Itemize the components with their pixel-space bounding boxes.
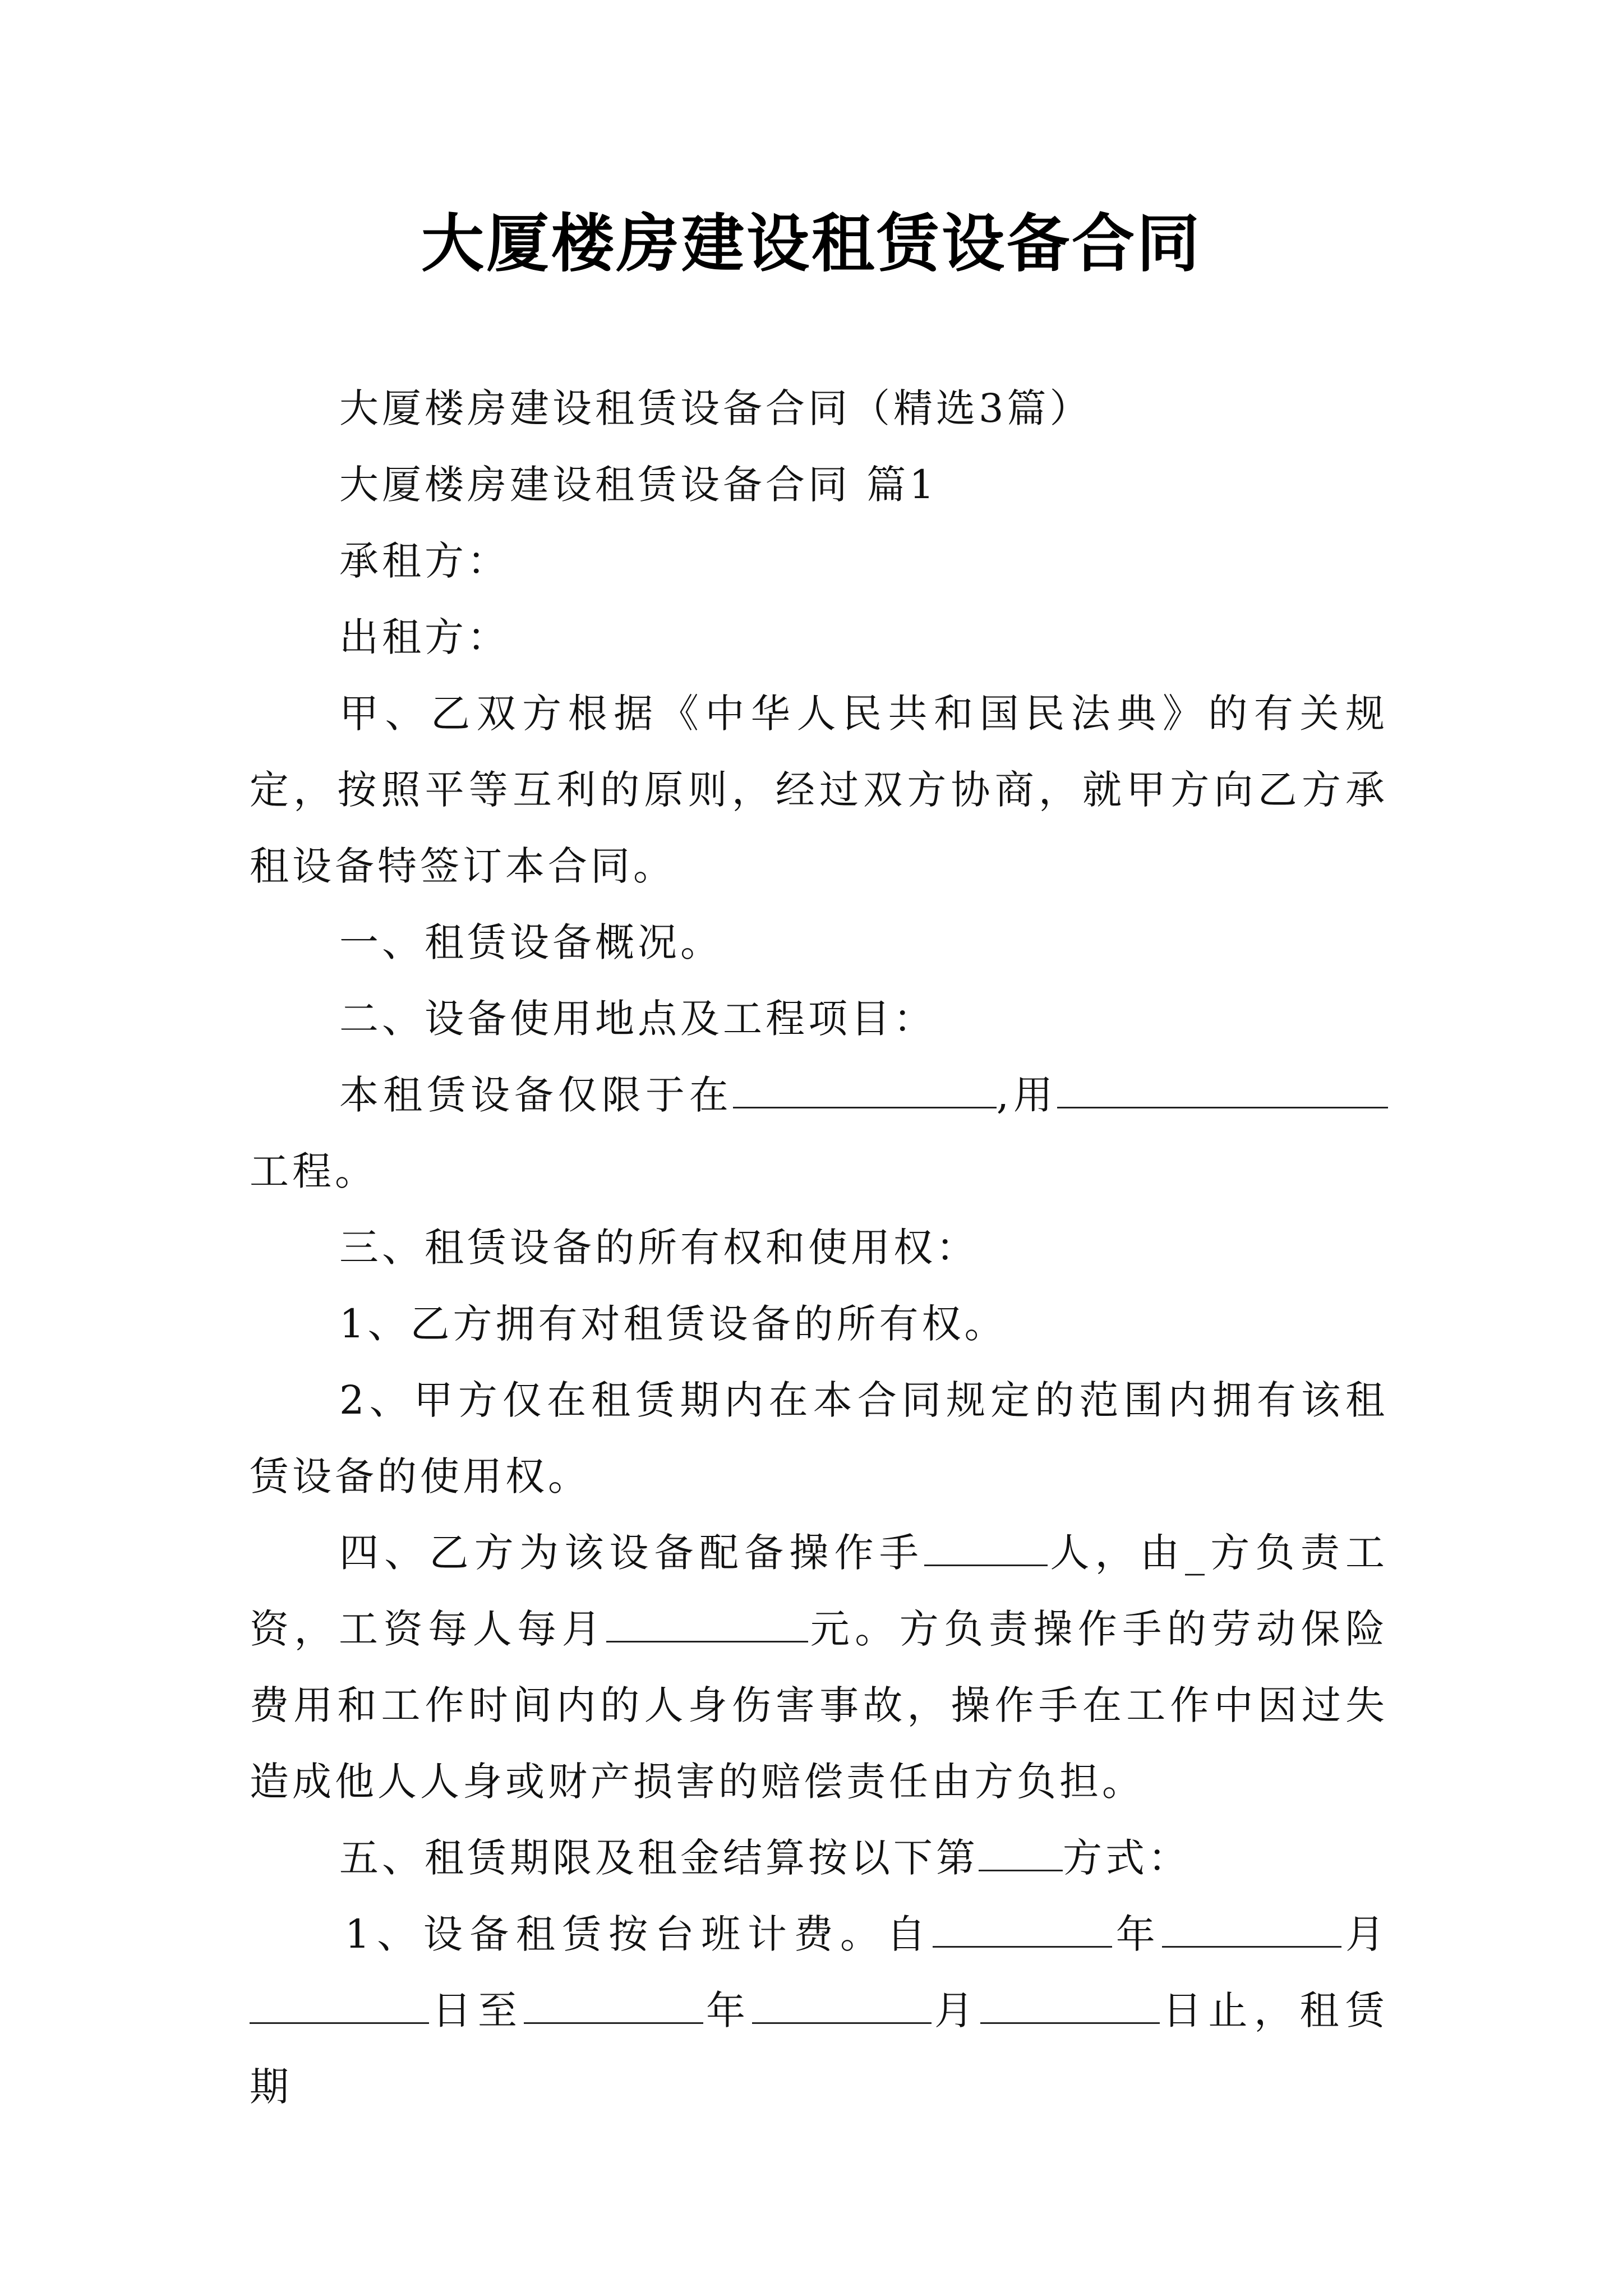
end-year-blank [524, 1986, 703, 2024]
day-end-label: 日止，租赁期 [250, 1987, 1388, 2110]
section-heading: 大厦楼房建设租赁设备合同 篇1 [339, 462, 938, 508]
year-label-2: 年 [703, 1987, 752, 2033]
preamble-paragraph: 甲、乙双方根据《中华人民共和国民法典》的有关规定，按照平等互利的原则，经过双方协商，就甲方向乙方承租设备特签订本合同。 [250, 691, 1388, 889]
wage-blank [606, 1605, 808, 1642]
clause-1-heading: 一、租赁设备概况。 [339, 919, 723, 965]
clause-5-part1: 五、租赁期限及租金结算按以下第 [339, 1835, 979, 1881]
clause-2-text-part1: 本租赁设备仅限于在 [339, 1072, 733, 1118]
clause-2-text-part3: 工程。 [250, 1148, 377, 1194]
start-year-blank [933, 1910, 1112, 1948]
month-label-2: 月 [931, 1987, 980, 2033]
clause-5-heading [250, 1820, 1388, 1896]
start-month-blank [1162, 1910, 1341, 1948]
clause-4-paragraph [250, 1515, 1388, 1820]
clause-5-part2: 方式： [1063, 1835, 1191, 1881]
clause-3-heading: 三、租赁设备的所有权和使用权： [339, 1225, 979, 1271]
method-blank [979, 1834, 1063, 1871]
clause-2-text-part2: ,用 [996, 1072, 1057, 1118]
project-blank [1057, 1071, 1388, 1108]
clause-4-part1: 四、乙方为该设备配备操作手 [339, 1530, 925, 1576]
document-title: 大厦楼房建设租赁设备合同 [421, 208, 1202, 280]
lessee-line: 承租方： [339, 538, 510, 584]
document-body [250, 370, 1388, 2125]
month-label-1: 月 [1341, 1911, 1388, 1957]
lessor-line: 出租方： [339, 614, 510, 660]
clause-5-item-1 [250, 1896, 1388, 2125]
start-day-blank [250, 1986, 429, 2024]
subtitle-line: 大厦楼房建设租赁设备合同（精选3篇） [339, 385, 1092, 431]
clause-5-item-1-part1: 1、设备租赁按台班计费。自 [345, 1911, 933, 1957]
clause-4-part2: 人，由_方负责工资，工资每人每月 [250, 1530, 1389, 1652]
day-to-label: 日至 [429, 1987, 524, 2033]
location-blank [733, 1071, 997, 1108]
year-label-1: 年 [1112, 1911, 1163, 1957]
operator-count-blank [924, 1529, 1048, 1566]
clause-3-item-2: 2、甲方仅在租赁期内在本合同规定的范围内拥有该租赁设备的使用权。 [250, 1377, 1388, 1499]
clause-2-heading: 二、设备使用地点及工程项目： [339, 996, 936, 1042]
end-day-blank [980, 1986, 1160, 2024]
clause-3-item-1: 1、乙方拥有对租赁设备的所有权。 [339, 1301, 1007, 1347]
clause-4-part3: 元。方负责操作手的劳动保险费用和工作时间内的人身伤害事故，操作手在工作中因过失造成他人人身或财产损害的赔偿责任由方负担。 [250, 1606, 1389, 1805]
end-month-blank [752, 1986, 932, 2024]
clause-2-text [250, 1057, 1388, 1209]
